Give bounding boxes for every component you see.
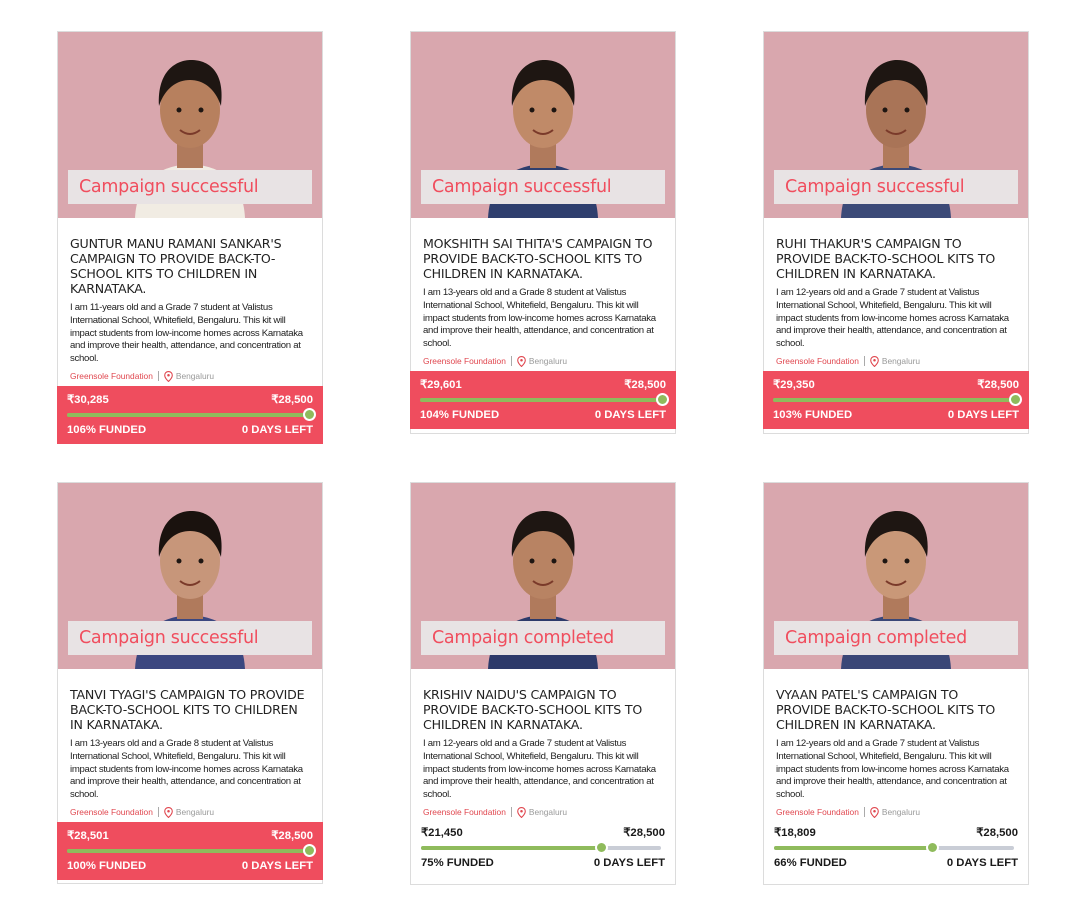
funded-percent: 106% FUNDED [67,423,147,436]
meta-divider [864,356,865,366]
amount-raised: ₹21,450 [421,826,463,839]
location-label: Bengaluru [881,355,921,366]
campaign-card-6[interactable] [763,482,1029,885]
funding-panel [57,386,323,444]
amount-raised: ₹18,809 [774,826,816,839]
campaign-photo[interactable] [58,32,322,218]
campaign-card-1[interactable] [57,31,323,441]
campaign-card-3[interactable] [763,31,1029,434]
campaign-status-label: Campaign successful [421,170,665,204]
goal-amount: ₹28,500 [271,393,313,406]
campaign-status-label: Campaign successful [68,170,312,204]
campaign-meta [776,356,1016,367]
funding-progress-bar [420,398,662,402]
campaign-title[interactable]: GUNTUR MANU RAMANI SANKAR'S CAMPAIGN TO PROVIDE BACK-TO-SCHOOL KITS TO CHILDREN IN KARNATAKA. [70,236,282,296]
funding-panel [764,822,1028,880]
amount-raised: ₹28,501 [67,829,109,842]
meta-divider [864,807,865,817]
campaign-photo[interactable] [411,32,675,218]
campaign-description: I am 11-years old and a Grade 7 student at Valistus International School, Whitefield, Bengaluru. This kit will impact students from low-income homes across Karnataka and improve their health, attendance, and concentration at school. [70,302,303,365]
organization-link[interactable]: Greensole Foundation [70,806,153,817]
location-pin-icon [517,356,526,367]
campaign-status-label: Campaign completed [421,621,665,655]
location-label: Bengaluru [528,355,568,366]
organization-link[interactable]: Greensole Foundation [776,355,859,366]
location-pin-icon [517,807,526,818]
funding-progress-bar [67,413,309,417]
organization-link[interactable]: Greensole Foundation [776,806,859,817]
progress-fill [67,849,309,853]
funding-progress-bar [773,398,1015,402]
campaign-description: I am 12-years old and a Grade 7 student at Valistus International School, Whitefield, Bengaluru. This kit will impact students from low-income homes across Karnataka and improve their health, attendance, and concentration at school. [776,738,1009,801]
location-pin-icon [164,371,173,382]
organization-link[interactable]: Greensole Foundation [423,806,506,817]
organization-link[interactable]: Greensole Foundation [70,370,153,381]
campaign-title[interactable]: MOKSHITH SAI THITA'S CAMPAIGN TO PROVIDE BACK-TO-SCHOOL KITS TO CHILDREN IN KARNATAKA. [423,236,653,281]
funded-percent: 104% FUNDED [420,408,500,421]
campaign-description: I am 13-years old and a Grade 8 student at Valistus International School, Whitefield, Bengaluru. This kit will impact students from low-income homes across Karnataka and improve their health, attendance, and concentration at school. [70,738,303,801]
days-left: 0 DAYS LEFT [946,856,1018,869]
progress-knob [595,841,608,854]
location-pin-icon [870,356,879,367]
campaign-meta [70,371,310,382]
funding-panel [763,371,1029,429]
location-pin-icon [870,807,879,818]
campaign-status-label: Campaign successful [68,621,312,655]
funding-progress-bar [774,846,1014,850]
amount-raised: ₹29,601 [420,378,462,391]
funding-panel [410,371,676,429]
progress-fill [774,846,932,850]
campaign-photo[interactable] [764,32,1028,218]
campaign-meta [423,356,663,367]
funding-panel [411,822,675,880]
location-label: Bengaluru [175,370,215,381]
days-left: 0 DAYS LEFT [241,859,313,872]
progress-knob [303,408,316,421]
funded-percent: 75% FUNDED [421,856,494,869]
campaign-card-5[interactable] [410,482,676,885]
funding-progress-bar [421,846,661,850]
goal-amount: ₹28,500 [624,378,666,391]
campaign-meta [70,807,310,818]
campaign-description: I am 13-years old and a Grade 8 student at Valistus International School, Whitefield, Bengaluru. This kit will impact students from low-income homes across Karnataka and improve their health, attendance, and concentration at school. [423,287,656,350]
campaign-title[interactable]: VYAAN PATEL'S CAMPAIGN TO PROVIDE BACK-TO-SCHOOL KITS TO CHILDREN IN KARNATAKA. [776,687,996,732]
organization-link[interactable]: Greensole Foundation [423,355,506,366]
campaign-status-label: Campaign successful [774,170,1018,204]
meta-divider [158,807,159,817]
progress-fill [421,846,601,850]
goal-amount: ₹28,500 [623,826,665,839]
amount-raised: ₹29,350 [773,378,815,391]
funded-percent: 103% FUNDED [773,408,853,421]
campaign-photo[interactable] [764,483,1028,669]
campaign-title[interactable]: TANVI TYAGI'S CAMPAIGN TO PROVIDE BACK-TO-SCHOOL KITS TO CHILDREN IN KARNATAKA. [70,687,305,732]
meta-divider [511,807,512,817]
progress-fill [67,413,309,417]
location-pin-icon [164,807,173,818]
progress-knob [303,844,316,857]
campaign-status-label: Campaign completed [774,621,1018,655]
meta-divider [511,356,512,366]
campaign-title[interactable]: RUHI THAKUR'S CAMPAIGN TO PROVIDE BACK-TO-SCHOOL KITS TO CHILDREN IN KARNATAKA. [776,236,996,281]
campaign-photo[interactable] [58,483,322,669]
campaign-title[interactable]: KRISHIV NAIDU'S CAMPAIGN TO PROVIDE BACK-TO-SCHOOL KITS TO CHILDREN IN KARNATAKA. [423,687,643,732]
location-label: Bengaluru [881,806,921,817]
campaign-photo[interactable] [411,483,675,669]
days-left: 0 DAYS LEFT [594,408,666,421]
campaign-card-4[interactable] [57,482,323,884]
location-label: Bengaluru [175,806,215,817]
progress-knob [656,393,669,406]
days-left: 0 DAYS LEFT [947,408,1019,421]
meta-divider [158,371,159,381]
funded-percent: 100% FUNDED [67,859,147,872]
goal-amount: ₹28,500 [271,829,313,842]
location-label: Bengaluru [528,806,568,817]
progress-fill [773,398,1015,402]
campaign-description: I am 12-years old and a Grade 7 student at Valistus International School, Whitefield, Bengaluru. This kit will impact students from low-income homes across Karnataka and improve their health, attendance, and concentration at school. [776,287,1009,350]
progress-knob [1009,393,1022,406]
goal-amount: ₹28,500 [977,378,1019,391]
days-left: 0 DAYS LEFT [593,856,665,869]
funding-progress-bar [67,849,309,853]
funding-panel [57,822,323,880]
days-left: 0 DAYS LEFT [241,423,313,436]
progress-knob [926,841,939,854]
funded-percent: 66% FUNDED [774,856,847,869]
goal-amount: ₹28,500 [976,826,1018,839]
campaign-description: I am 12-years old and a Grade 7 student at Valistus International School, Whitefield, Bengaluru. This kit will impact students from low-income homes across Karnataka and improve their health, attendance, and concentration at school. [423,738,656,801]
campaign-card-2[interactable] [410,31,676,434]
campaign-meta [423,807,663,818]
campaign-meta [776,807,1016,818]
amount-raised: ₹30,285 [67,393,109,406]
progress-fill [420,398,662,402]
